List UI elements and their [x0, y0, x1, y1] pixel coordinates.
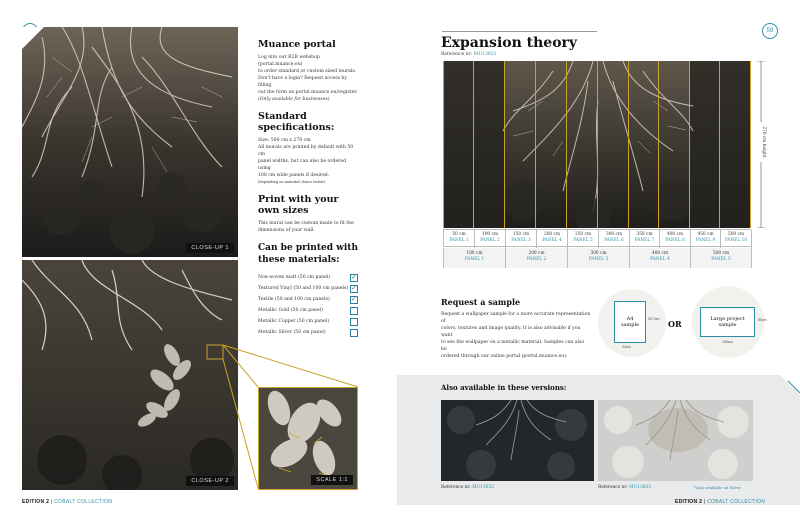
page-number-right: 59 — [762, 23, 778, 39]
version-ref-dark: Reference nr: MU13832 — [441, 485, 494, 490]
a4-width-label: 21cm — [622, 345, 631, 349]
material-checkbox — [350, 318, 358, 326]
panel-width-cell: 150 cm PANEL 3 — [506, 230, 537, 248]
panel-groups-row — [443, 248, 751, 268]
standard-specs-title: Standard specifications: — [258, 111, 335, 133]
scale-label: SCALE 1:1 — [311, 475, 353, 485]
panel-divider — [720, 61, 751, 228]
material-checkbox — [350, 329, 358, 337]
a4-height-label: 29.7cm — [648, 317, 660, 321]
panel-divider — [598, 61, 629, 228]
panel-group-cell: 100 cm PANEL 1 — [444, 248, 506, 268]
version-thumbnail-dark — [441, 400, 594, 481]
mural-reference: Reference nr: MU13831 — [441, 52, 497, 57]
a4-sample-sheet: A4 sample — [614, 301, 646, 343]
materials-list — [258, 272, 358, 338]
material-row: Metallic Copper (50 cm panel) — [258, 316, 358, 327]
closeup-2-label: CLOSE-UP 2 — [186, 476, 234, 486]
panel-divider — [443, 61, 474, 228]
panel-divider — [629, 61, 659, 228]
mural-preview — [443, 61, 751, 228]
panel-divider — [567, 61, 598, 228]
version-note: *Also available on Silver — [694, 485, 741, 490]
material-row: Textured Vinyl (50 and 100 cm panels) ✓ — [258, 284, 357, 292]
material-row: Metallic Gold (50 cm panel) — [258, 305, 358, 316]
panel-width-cell: 500 cm PANEL 10 — [721, 230, 752, 248]
left-footer: EDITION 2 | COBALT COLLECTION — [22, 499, 113, 505]
panel-group-cell: 400 cm PANEL 4 — [630, 248, 691, 268]
material-checkbox — [350, 307, 358, 315]
material-checkbox: ✓ — [351, 295, 357, 303]
own-sizes-title: Print with your own sizes — [258, 194, 339, 216]
panel-divider — [536, 61, 567, 228]
muance-portal-title: Muance portal — [258, 39, 336, 50]
materials-title: Can be printed with these materials: — [258, 243, 358, 265]
panel-width-cell: 300 cm PANEL 6 — [599, 230, 630, 248]
closeup-1-label: CLOSE-UP 1 — [186, 243, 234, 253]
large-width-label: 100cm — [722, 340, 733, 344]
panel-corner — [760, 375, 800, 415]
panel-width-cell: 250 cm PANEL 5 — [568, 230, 599, 248]
left-text-column — [258, 39, 358, 338]
standard-specs-text: Size: 500 cm x 270 cm All murals are printed by default with 50 cm panel widths, but can also be ordered using 100 cm wide panels if desired. (depending on material choice below) — [258, 138, 354, 184]
sample-text: Request a wallpaper sample for a more accurate representation of colors, textures and image quality. It is also advisable if you want to see the wallpaper on a metallic material. Samples can also be ordered through our online portal (portal.muance.eu). — [441, 312, 591, 359]
panel-divider — [659, 61, 690, 228]
or-label: OR — [668, 319, 682, 329]
material-checkbox: ✓ — [351, 284, 357, 292]
material-checkbox: ✓ — [351, 273, 357, 281]
sample-title: Request a sample — [441, 297, 521, 307]
own-sizes-text: This mural can be custom made to fit the dimensions of your wall. — [258, 221, 354, 233]
large-sample-sheet: Large project sample — [700, 307, 755, 337]
panel-divider — [474, 61, 505, 228]
mural-title: Expansion theory — [441, 35, 578, 51]
panel-divider — [690, 61, 720, 228]
panel-divider — [505, 61, 536, 228]
panel-group-cell: 200 cm PANEL 2 — [506, 248, 568, 268]
panel-widths-row — [443, 229, 751, 247]
title-rule — [442, 31, 597, 32]
panel-width-cell: 450 cm PANEL 9 — [691, 230, 721, 248]
material-row: Textile (50 and 100 cm panels) ✓ — [258, 295, 357, 303]
height-label: 270 cm height — [758, 122, 766, 162]
version-ref-light: Reference nr: MU13833 — [598, 485, 651, 490]
panel-group-cell: 500 cm PANEL 5 — [691, 248, 752, 268]
panel-width-cell: 50 cm PANEL 1 — [444, 230, 475, 248]
version-thumbnail-light — [598, 400, 753, 481]
material-row: Metallic Silver (50 cm panel) — [258, 327, 358, 338]
also-available-title: Also available in these versions: — [441, 383, 567, 392]
panel-width-cell: 400 cm PANEL 8 — [660, 230, 691, 248]
right-footer: EDITION 2 | COBALT COLLECTION — [675, 499, 766, 505]
material-row: Non-woven matt (50 cm panel) ✓ — [258, 273, 357, 281]
panel-group-cell: 300 cm PANEL 3 — [568, 248, 630, 268]
panel-width-cell: 350 cm PANEL 7 — [630, 230, 660, 248]
panel-width-cell: 200 cm PANEL 4 — [537, 230, 568, 248]
large-height-label: 50cm — [758, 318, 767, 322]
panel-width-cell: 100 cm PANEL 2 — [475, 230, 506, 248]
scale-photo — [258, 387, 358, 490]
muance-portal-text: Log into our B2B webshop (portal.muance.eu) to order standard or custom sized murals. Don't have a login? Request access by filling out the form on portal.muance.eu/register. (Only available for businesses) — [258, 55, 358, 102]
